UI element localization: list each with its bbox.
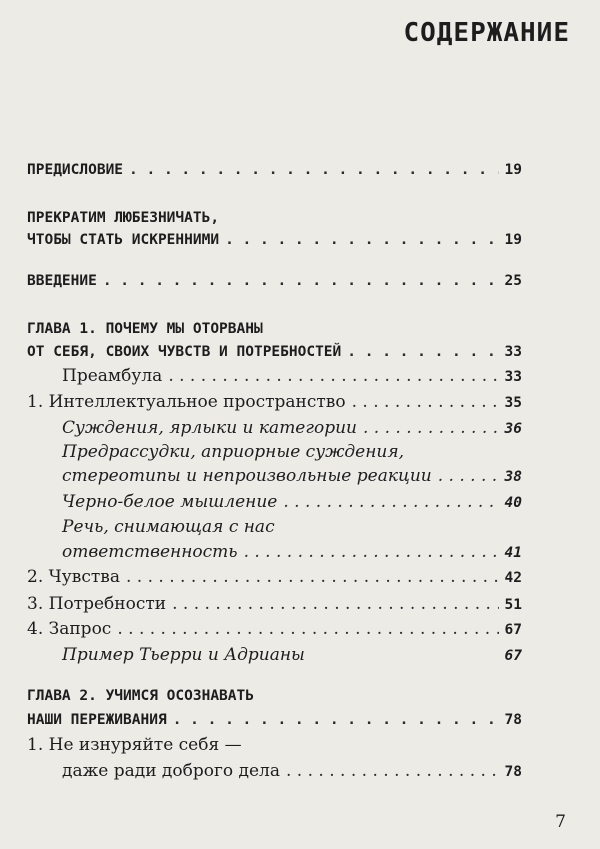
page-number: 7	[555, 812, 566, 832]
toc-entry-label: 1. Интеллектуальное пространство	[27, 392, 346, 412]
toc-page-number: 38	[504, 469, 522, 485]
toc-page-number: 35	[504, 395, 522, 411]
dot-leader	[172, 594, 498, 614]
toc-entry-example[interactable]	[62, 645, 522, 665]
dot-leader	[352, 392, 499, 412]
dot-leader	[117, 619, 498, 639]
toc-entry-prejudice[interactable]	[62, 466, 522, 486]
toc-entry-preface[interactable]	[27, 162, 522, 178]
toc-entry-stop[interactable]	[27, 232, 522, 248]
toc-page-number: 51	[504, 597, 522, 613]
toc-entry-speech[interactable]	[62, 542, 522, 562]
dot-leader	[438, 466, 499, 486]
dot-leader	[283, 492, 498, 512]
toc-page-number: 42	[504, 570, 522, 586]
toc-page-number: 25	[504, 273, 522, 289]
toc-entry-label: стереотипы и непроизвольные реакции	[62, 466, 432, 486]
toc-entry-label: Речь, снимающая с нас	[62, 517, 275, 537]
toc-entry-label: ПРЕКРАТИМ ЛЮБЕЗНИЧАТЬ,	[27, 210, 220, 226]
toc-entry-preamble[interactable]	[62, 366, 522, 386]
dot-leader	[286, 761, 499, 781]
toc-entry-label: ГЛАВА 1. ПОЧЕМУ МЫ ОТОРВАНЫ	[27, 321, 263, 337]
toc-entry-label: 4. Запрос	[27, 619, 112, 639]
toc-page-number: 33	[504, 369, 522, 385]
toc-entry-label: Пример Тьерри и Адрианы	[62, 645, 305, 665]
toc-page-number: 40	[504, 495, 522, 511]
toc-entry-label: НАШИ ПЕРЕЖИВАНИЯ	[27, 712, 167, 728]
dot-leader	[173, 712, 499, 728]
toc-page-number: 19	[504, 162, 522, 178]
toc-page-number: 67	[504, 648, 522, 664]
toc-entry-chapter-2[interactable]	[27, 712, 522, 728]
toc-page-number: 36	[504, 421, 522, 437]
toc-page-number: 19	[504, 232, 522, 248]
toc-entry-chapter-1[interactable]	[27, 344, 522, 360]
toc-entry-label: Черно-белое мышление	[62, 492, 278, 512]
toc-entry-label: ВВЕДЕНИЕ	[27, 273, 97, 289]
toc-entry-label: 3. Потребности	[27, 594, 167, 614]
page-title: СОДЕРЖАНИЕ	[403, 18, 570, 48]
toc-entry-label: ОТ СЕБЯ, СВОИХ ЧУВСТВ И ПОТРЕБНОСТЕЙ	[27, 344, 342, 360]
toc-entry-intellect[interactable]	[27, 392, 522, 412]
toc-entry-label: ПРЕДИСЛОВИЕ	[27, 162, 124, 178]
dot-leader	[225, 232, 498, 248]
toc-entry-black-white[interactable]	[62, 492, 522, 512]
toc-entry-intro[interactable]	[27, 273, 522, 289]
dot-leader	[244, 542, 499, 562]
toc-page-number: 78	[504, 764, 522, 780]
toc-entry-label: ЧТОБЫ СТАТЬ ИСКРЕННИМИ	[27, 232, 220, 248]
dot-leader	[103, 273, 499, 289]
toc-page-number: 78	[504, 712, 522, 728]
toc-entry-label: 2. Чувства	[27, 567, 120, 587]
toc-entry-exhaust[interactable]	[62, 761, 522, 781]
toc-page-number: 33	[504, 344, 522, 360]
toc-entry-label: ответственность	[62, 542, 238, 562]
toc-entry-label: даже ради доброго дела	[62, 761, 280, 781]
toc-entry-feelings[interactable]	[27, 567, 522, 587]
toc-entry-label: Суждения, ярлыки и категории	[62, 418, 357, 438]
dot-leader	[363, 418, 499, 438]
toc-entry-label: Преамбула	[62, 366, 163, 386]
toc-entry-label: Предрассудки, априорные суждения,	[62, 442, 405, 462]
dot-leader	[126, 567, 499, 587]
toc-entry-request[interactable]	[27, 619, 522, 639]
toc-entry-needs[interactable]	[27, 594, 522, 614]
dot-leader	[168, 366, 498, 386]
dot-leader	[347, 344, 498, 360]
toc-page-number: 41	[504, 545, 522, 561]
toc-entry-label: ГЛАВА 2. УЧИМСЯ ОСОЗНАВАТЬ	[27, 688, 254, 704]
toc-entry-label: 1. Не изнуряйте себя —	[27, 735, 242, 755]
dot-leader	[129, 162, 499, 178]
toc-entry-judgments[interactable]	[62, 418, 522, 438]
toc-page-number: 67	[504, 622, 522, 638]
